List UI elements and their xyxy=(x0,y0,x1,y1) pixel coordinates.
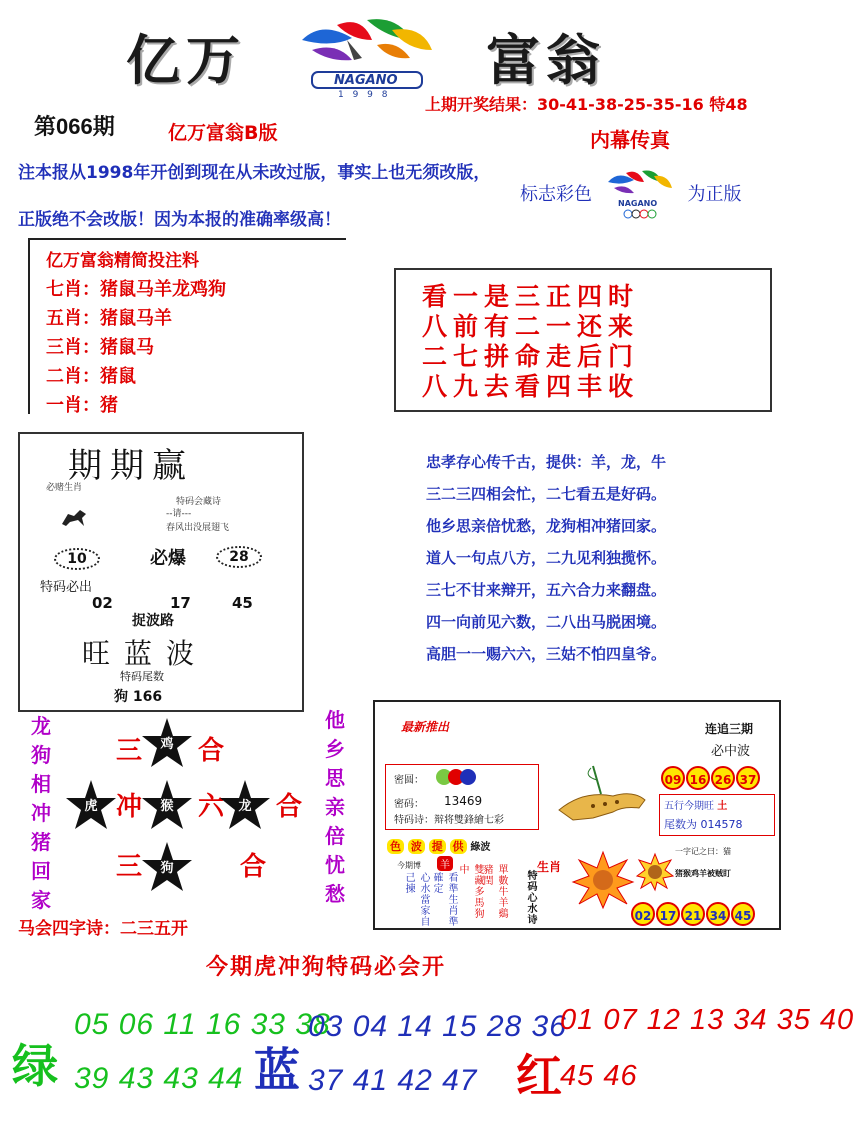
green-row1: 05 06 11 16 33 38 xyxy=(74,1008,331,1041)
star-label: 龙 xyxy=(238,799,252,814)
bottom-balls xyxy=(631,902,756,926)
period-win-title: 期期赢 xyxy=(68,446,194,486)
must-label: 必爆 xyxy=(150,548,186,569)
blue-poem-line: 道人一句点八方，二九见利独揽怀。 xyxy=(426,549,667,567)
number: 17 xyxy=(170,594,191,612)
poem-line: 二七拼命走后门 xyxy=(422,342,640,371)
tail-value: 014578 xyxy=(700,818,743,831)
blue-label: 蓝 xyxy=(254,1043,300,1097)
poem-line: 看一是三正四时 xyxy=(422,282,640,311)
brand-line xyxy=(520,166,741,220)
top-ball: 37 xyxy=(736,766,760,790)
star-label: 狗 xyxy=(160,861,174,876)
star-icon xyxy=(64,778,118,832)
sebo-char: 提 xyxy=(429,839,446,854)
poem-box xyxy=(394,268,772,412)
monkey-icon xyxy=(635,852,675,896)
tips-title: 亿万富翁精简投注料 xyxy=(46,251,199,271)
blue-poem xyxy=(426,446,776,670)
char-he: 合 xyxy=(276,792,303,822)
bottom-ball: 45 xyxy=(731,902,755,926)
tips-row: 五肖：猪鼠马羊 xyxy=(46,308,172,329)
red-label: 红 xyxy=(516,1049,562,1103)
char-san: 三 xyxy=(116,852,143,882)
nagano-logo xyxy=(292,10,442,108)
logo-text: NAGANO xyxy=(334,73,398,88)
white-overlay xyxy=(478,702,658,756)
char-chong: 冲 xyxy=(116,792,143,822)
tips-box xyxy=(28,238,346,414)
star-label: 猴 xyxy=(160,799,174,814)
edition-label: 亿万富翁B版 xyxy=(168,122,278,144)
mima-label: 密圆： xyxy=(394,775,424,786)
brand-before: 标志彩色 xyxy=(520,184,592,205)
green-row2: 39 43 43 44 xyxy=(74,1062,244,1095)
zhuying-label: 猪猴鸡羊被贼盯 xyxy=(675,869,731,878)
wave-road: 捉波路 xyxy=(132,613,174,629)
char-liu: 六 xyxy=(198,792,225,822)
mini-logo-icon xyxy=(604,166,676,220)
tips-row: 二肖：猪鼠 xyxy=(46,366,136,387)
left-vertical-poem: 龙狗相冲猪回家 xyxy=(31,714,51,912)
sebo-char: 波 xyxy=(408,839,425,854)
ball-left: 10 xyxy=(54,548,100,570)
top-balls xyxy=(661,766,761,790)
star-icon xyxy=(140,716,194,770)
title-right: 富翁 xyxy=(486,28,606,92)
fax-label: 内幕传真 xyxy=(590,128,670,152)
small-text: 特码会藏诗 xyxy=(176,497,222,507)
special-label: 特码必出 xyxy=(40,580,93,595)
blue-poem-line: 四一向前见六数，二八出马脱困境。 xyxy=(426,613,667,631)
tips-row: 七肖：猪鼠马羊龙鸡狗 xyxy=(46,279,226,300)
logo-year: 1 9 9 8 xyxy=(338,90,391,100)
green-label: 绿 xyxy=(12,1039,58,1093)
shumu-label: 特码尾数 xyxy=(120,670,164,683)
blue-row2: 37 41 42 47 xyxy=(308,1064,478,1097)
number: 45 xyxy=(232,594,253,612)
title-left: 亿万 xyxy=(126,28,246,92)
notice-line2: 正版绝不会改版！因为本报的准确率级高！ xyxy=(18,210,341,230)
star-label: 虎 xyxy=(84,799,98,814)
jinqi-label: 今期博 xyxy=(397,861,421,870)
dice-icon xyxy=(434,767,476,791)
star-label: 鸡 xyxy=(160,737,174,752)
poem-label: 特码诗： xyxy=(394,815,434,826)
yizi-label: 一字记之曰：猫 xyxy=(675,847,731,856)
blue-poem-line: 高胆一一赐六六，三姑不怕四皇爷。 xyxy=(426,645,667,663)
col-text: 看準生肖準確定 xyxy=(431,872,457,927)
red-row1: 01 07 12 13 34 35 40 xyxy=(560,1004,854,1036)
wuxing-value: 土 xyxy=(717,801,728,812)
tail-label: 尾数为 xyxy=(664,818,697,831)
must-wave: 必中波 xyxy=(711,744,751,759)
three-periods: 连追三期 xyxy=(705,722,754,736)
sebo-char: 色 xyxy=(387,839,404,854)
wang-label: 旺蓝波 xyxy=(82,637,209,670)
col-text: 雙藏多馬狗中 xyxy=(457,864,483,919)
bottom-ball: 17 xyxy=(656,902,680,926)
blue-poem-line: 忠孝存心传千古，提供：羊，龙，牛 xyxy=(426,453,667,471)
blue-row1: 03 04 14 15 28 36 xyxy=(308,1010,567,1043)
number: 02 xyxy=(92,594,113,612)
mima-code-label: 密码： xyxy=(394,799,424,810)
small-text: --请--- xyxy=(166,509,192,519)
latest-label: 最新推出 xyxy=(401,720,450,734)
top-ball: 26 xyxy=(711,766,735,790)
blue-poem-line: 三七不甘来辩开，五六合力来翻盘。 xyxy=(426,581,667,599)
svg-text:NAGANO: NAGANO xyxy=(617,199,657,208)
star-icon xyxy=(218,778,272,832)
sebo-char: 供 xyxy=(450,839,467,854)
char-san: 三 xyxy=(116,736,143,766)
code-panel xyxy=(385,764,539,830)
shengxiao-label: 生肖 xyxy=(537,860,562,874)
bottom-ball: 34 xyxy=(706,902,730,926)
poem-text: 辩将雙鋒繪七彩 xyxy=(434,815,504,826)
col-text: 單數牛羊鷄豬閏 xyxy=(481,864,507,919)
notice-line1: 注本报从1998年开创到现在从未改过版，事实上也无须改版， xyxy=(18,163,491,183)
issue-number: 第066期 xyxy=(34,114,115,139)
sebo-value: 綠波 xyxy=(470,842,491,853)
red-row2: 45 46 xyxy=(560,1060,638,1092)
sebo-row xyxy=(387,838,490,854)
ball-right: 28 xyxy=(216,546,262,568)
wuxing-panel xyxy=(659,794,775,836)
blue-poem-line: 三二三四相会忙，二七看五是好码。 xyxy=(426,485,667,503)
right-vertical-poem: 他乡思亲倍忧愁 xyxy=(325,708,345,906)
horse-icon xyxy=(60,506,90,532)
poem-line: 八前有二一还来 xyxy=(422,312,640,341)
burst-icon xyxy=(571,850,635,914)
char-he: 合 xyxy=(198,736,225,766)
last-result: 上期开奖结果：30-41-38-25-35-16 特48 xyxy=(425,95,748,114)
tips-row: 一肖：猪 xyxy=(46,395,118,416)
brand-after: 为正版 xyxy=(687,184,742,205)
jinqi-value: 羊 xyxy=(437,856,453,871)
period-win-box xyxy=(18,432,304,712)
top-ball: 09 xyxy=(661,766,685,790)
blue-poem-line: 他乡思亲倍忧愁，龙狗相冲猪回家。 xyxy=(426,517,667,535)
star-icon xyxy=(140,840,194,894)
col-text: 心水當家自己揀 xyxy=(403,872,429,927)
wuxing-label: 五行今期旺 xyxy=(664,801,714,812)
top-ball: 16 xyxy=(686,766,710,790)
char-he: 合 xyxy=(240,852,267,882)
star-icon xyxy=(140,778,194,832)
tips-row: 三肖：猪鼠马 xyxy=(46,337,154,358)
dog-label: 狗 166 xyxy=(114,689,163,705)
poem-line: 八九去看四丰收 xyxy=(422,372,640,401)
horse-poem: 马会四字诗：二三五开 xyxy=(18,919,188,939)
bottom-ball: 02 xyxy=(631,902,655,926)
leopard-icon xyxy=(553,760,651,836)
slogan: 今期虎冲狗特码必会开 xyxy=(206,955,447,980)
small-text: 春风出没展翅飞 xyxy=(166,523,230,533)
tezhi-label: 特码心水诗 xyxy=(525,870,536,925)
mima-code: 13469 xyxy=(444,794,483,808)
bottom-ball: 21 xyxy=(681,902,705,926)
small-text: 必赌生肖 xyxy=(46,483,83,493)
